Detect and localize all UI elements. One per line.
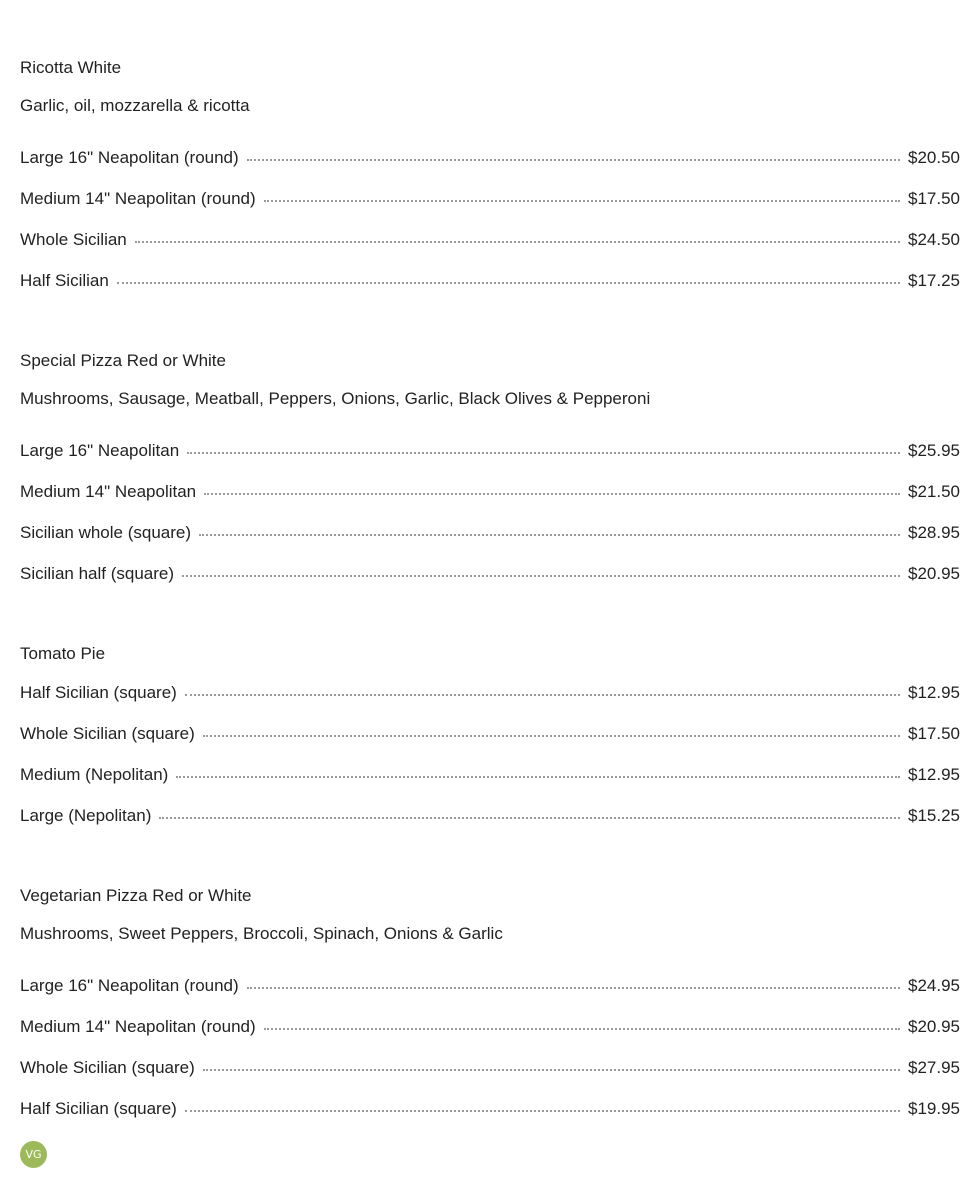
menu-item-name: Medium 14" Neapolitan (round) (20, 189, 256, 208)
dot-leader (176, 776, 900, 778)
dot-leader (204, 493, 900, 495)
menu-item-price: $25.95 (908, 441, 960, 460)
menu-item-name: Medium 14" Neapolitan (20, 482, 197, 501)
menu-item-price: $24.95 (908, 976, 960, 995)
menu-item (20, 441, 960, 461)
menu-item-name: Large 16" Neapolitan (round) (20, 148, 239, 167)
menu-item-name: Half Sicilian (20, 271, 109, 290)
menu-item-name: Whole Sicilian (square) (20, 1058, 195, 1077)
menu-item-list (20, 976, 960, 1119)
section-title: Tomato Pie (20, 644, 106, 663)
menu-item-price: $28.95 (908, 523, 960, 542)
section-title: Vegetarian Pizza Red or White (20, 886, 252, 905)
menu-item (20, 724, 960, 744)
menu-item-name: Half Sicilian (square) (20, 1099, 177, 1118)
menu-item-price: $19.95 (908, 1099, 960, 1118)
menu-section-tomato-pie (20, 644, 960, 826)
menu-item-name: Large 16" Neapolitan (round) (20, 976, 239, 995)
menu-item-price: $21.50 (908, 482, 960, 501)
menu-item-price: $27.95 (908, 1058, 960, 1077)
menu-item-name: Sicilian half (square) (20, 564, 175, 583)
menu-item-price: $17.25 (908, 271, 960, 290)
menu-item-price: $15.25 (908, 806, 960, 825)
menu-item (20, 765, 960, 785)
dot-leader (203, 1069, 900, 1071)
menu-item-price: $12.95 (908, 683, 960, 702)
menu-item (20, 148, 960, 168)
menu-item-price: $17.50 (908, 724, 960, 743)
menu-item (20, 230, 960, 250)
menu-item-list (20, 441, 960, 584)
dot-leader (264, 200, 900, 202)
menu-item-list (20, 683, 960, 826)
menu-item-price: $20.95 (908, 1017, 960, 1036)
menu-item-name: Large (Nepolitan) (20, 806, 152, 825)
menu-item (20, 523, 960, 543)
section-description: Mushrooms, Sausage, Meatball, Peppers, Onions, Garlic, Black Olives & Pepperoni (20, 389, 651, 408)
menu-item-name: Medium (Nepolitan) (20, 765, 169, 784)
menu-item (20, 806, 960, 826)
dot-leader (182, 575, 900, 577)
menu-section-special-pizza (20, 351, 960, 584)
dot-leader (247, 987, 900, 989)
menu-section-vegetarian-pizza (20, 886, 960, 1119)
dot-leader (247, 159, 900, 161)
section-title: Special Pizza Red or White (20, 351, 226, 370)
dot-leader (135, 241, 900, 243)
section-title: Ricotta White (20, 58, 122, 77)
menu-section-ricotta-white (20, 58, 960, 291)
section-description: Mushrooms, Sweet Peppers, Broccoli, Spinach, Onions & Garlic (20, 924, 503, 943)
menu-item (20, 482, 960, 502)
menu-item (20, 1099, 960, 1119)
menu-item (20, 1058, 960, 1078)
dot-leader (203, 735, 900, 737)
dot-leader (117, 282, 900, 284)
menu-item (20, 683, 960, 703)
menu-item-price: $20.95 (908, 564, 960, 583)
menu-item (20, 271, 960, 291)
dot-leader (185, 1110, 900, 1112)
menu-item (20, 189, 960, 209)
menu-item-name: Half Sicilian (square) (20, 683, 177, 702)
menu-item-name: Large 16" Neapolitan (20, 441, 180, 460)
menu-item (20, 1017, 960, 1037)
menu-item-price: $20.50 (908, 148, 960, 167)
dot-leader (264, 1028, 900, 1030)
menu-item-name: Sicilian whole (square) (20, 523, 192, 542)
menu-item (20, 976, 960, 996)
menu-item (20, 564, 960, 584)
menu-item-price: $12.95 (908, 765, 960, 784)
dot-leader (159, 817, 900, 819)
dot-leader (185, 694, 900, 696)
dot-leader (199, 534, 900, 536)
menu-item-name: Whole Sicilian (square) (20, 724, 195, 743)
menu-item-list (20, 148, 960, 291)
section-description: Garlic, oil, mozzarella & ricotta (20, 96, 250, 115)
menu-item-price: $24.50 (908, 230, 960, 249)
dot-leader (187, 452, 900, 454)
menu-item-name: Medium 14" Neapolitan (round) (20, 1017, 256, 1036)
vegetarian-badge-icon: VG (20, 1141, 47, 1168)
menu-item-price: $17.50 (908, 189, 960, 208)
menu-item-name: Whole Sicilian (20, 230, 127, 249)
